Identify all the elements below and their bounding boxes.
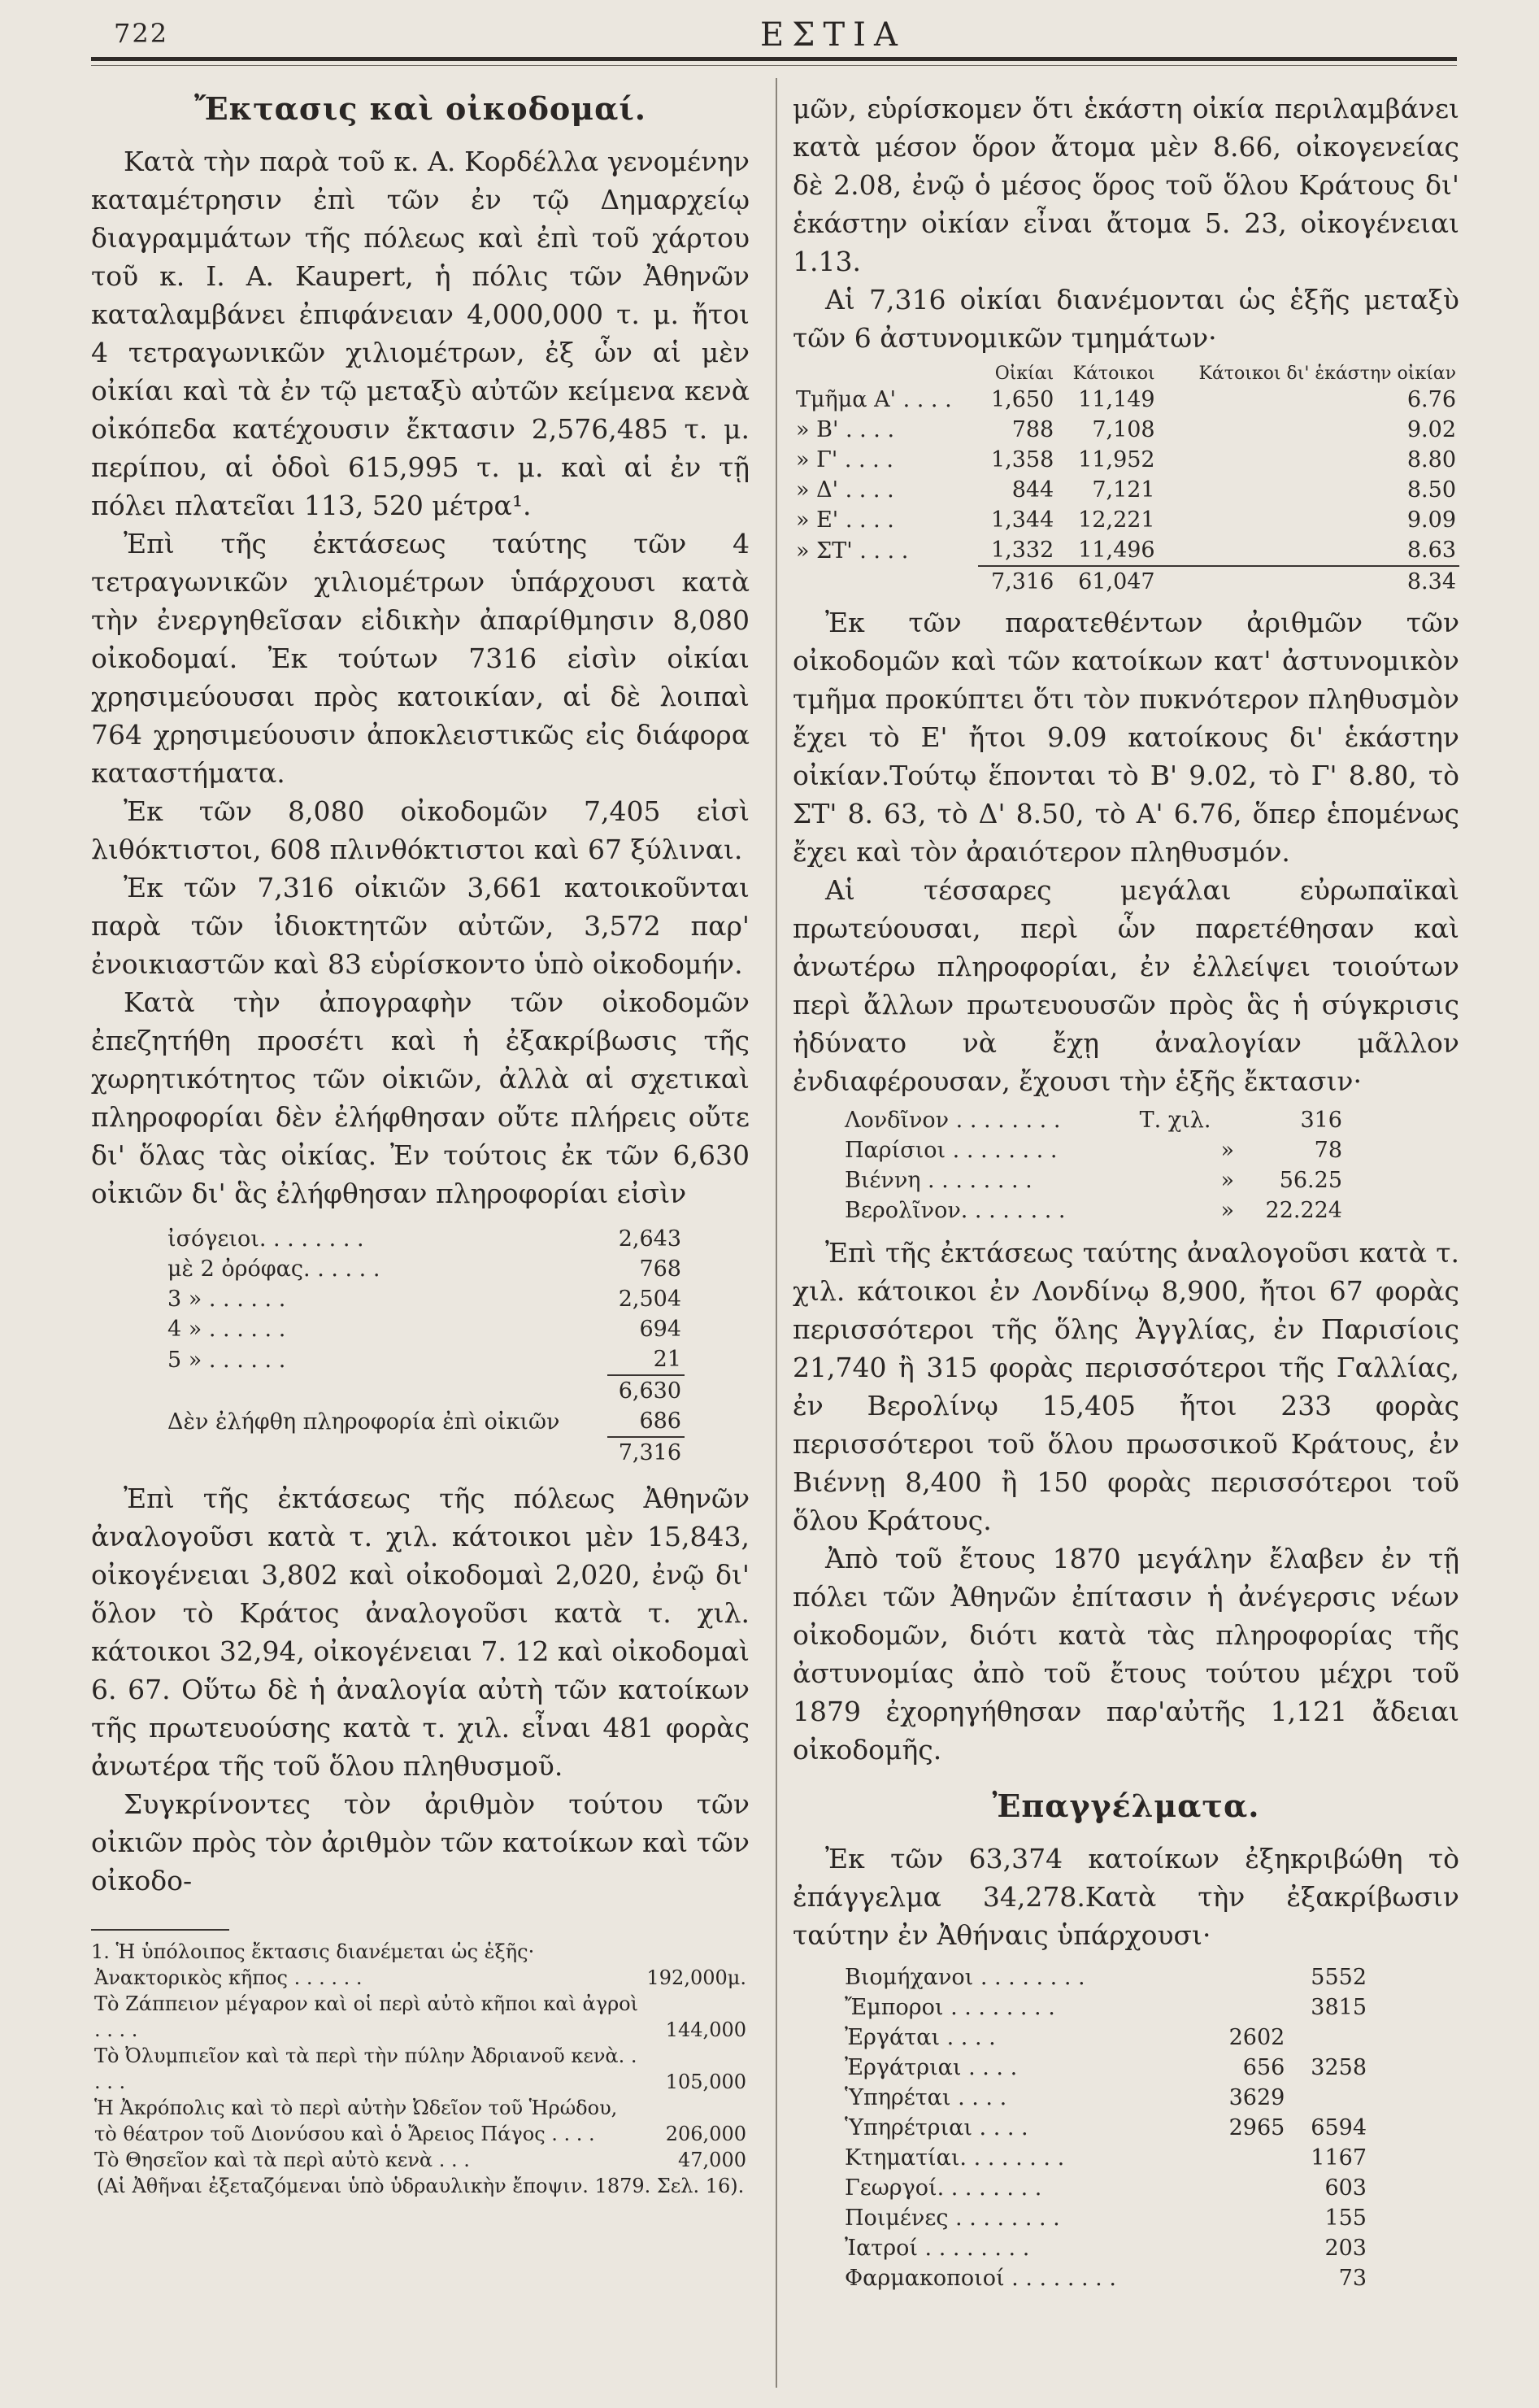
table-cell: 8.80 <box>1406 447 1456 472</box>
header-rule <box>91 57 1457 61</box>
footnote-value: 105,000 <box>665 2071 746 2093</box>
occupation-name: Φαρμακοποιοί . . . . . . . . <box>845 2266 1116 2291</box>
table-row <box>91 1991 750 2043</box>
table-row <box>793 445 1459 475</box>
occupation-name: Ἔμποροι . . . . . . . . <box>845 1995 1055 2020</box>
footnote-rule <box>91 1929 229 1931</box>
occupation-sub: 3629 <box>1228 2085 1285 2110</box>
floors-label: 4 » . . . . . . <box>167 1317 286 1342</box>
footnote-value: 144,000 <box>665 2018 746 2041</box>
occupation-name: Ἰατροί . . . . . . . . <box>845 2236 1030 2261</box>
occupation-sub <box>1206 1962 1289 1992</box>
occupation-name: Ποιμένες . . . . . . . . <box>845 2206 1060 2231</box>
table-cell: 9.09 <box>1406 507 1456 533</box>
occupation-sub <box>1206 1992 1289 2023</box>
table-row <box>841 1105 1346 1135</box>
footnote-label: Τὸ Ζάππειον μέγαρον καὶ οἱ περὶ αὐτὸ κῆποι καὶ ἀγροὶ . . . . <box>94 1992 639 2041</box>
table-cell: 11,496 <box>1078 538 1155 563</box>
occupation-sub <box>1206 2263 1289 2293</box>
occupation-sub: 2965 <box>1228 2115 1285 2140</box>
header-rule-thin <box>91 65 1457 66</box>
paragraph: Ἐπὶ τῆς ἐκτάσεως ταύτης τῶν 4 τετραγωνικῶν χιλιομέτρων ὑπάρχουσι κατὰ τὴν ἐνεργηθεῖσαν εἰδικὴν ἀπαρίθμησιν 8,080 οἰκοδομαί. Ἐκ τούτων 7316 εἰσὶν οἰκίαι χρησιμεύουσαι πρὸς κατοικίαν, αἱ δὲ λοιπαὶ 764 χρησιμεύουσιν ἀποκλειστικῶς εἰς διάφορα καταστήματα. <box>91 528 750 789</box>
table-row <box>91 2043 750 2095</box>
occupation-total: 3815 <box>1311 1995 1367 2020</box>
paragraph: Κατὰ τὴν παρὰ τοῦ κ. Α. Κορδέλλα γενομένην καταμέτρησιν ἐπὶ τῶν ἐν τῷ Δημαρχείῳ διαγραμμάτων τῆς πόλεως καὶ ἐπὶ τοῦ χάρτου τοῦ κ. Ι. Α. Kaupert, ἡ πόλις τῶν Ἀθηνῶν καταλαμβάνει ἐπιφάνειαν 4,000,000 τ. μ. ἤτοι 4 τετραγωνικῶν χιλιομέτρων, ἐξ ὧν αἱ μὲν οἰκίαι καὶ τὰ ἐν τῷ μεταξὺ αὐτῶν κείμενα κενὰ οἰκόπεδα κατέχουσιν ἔκτασιν 2,576,485 τ. μ. περίπου, αἱ ὁδοὶ 615,995 τ. μ. καὶ αἱ ἐν τῇ πόλει πλατεῖαι 113, 520 μέτρα¹. <box>91 146 750 521</box>
floors-label: ἰσόγειοι. . . . . . . . <box>167 1226 364 1252</box>
table-row <box>164 1437 685 1468</box>
table-row <box>841 1992 1370 2023</box>
occupation-name: Γεωργοί. . . . . . . . <box>845 2175 1042 2201</box>
paragraph: Ἐπὶ τῆς ἐκτάσεως τῆς πόλεως Ἀθηνῶν ἀναλογοῦσι κατὰ τ. χιλ. κάτοικοι μὲν 15,843, οἰκογένειαι 3,802 καὶ οἰκοδομαὶ 2,020, ἐνῷ δι' ὅλον τὸ Κράτος ἀναλογοῦσι κατὰ τ. χιλ. κάτοικοι 32,94, οἰκογένειαι 7. 12 καὶ οἰκοδομαὶ 6. 67. Οὕτω δὲ ἡ ἀναλογία αὐτὴ τῶν κατοίκων τῆς πρωτευούσης κατὰ τ. χιλ. εἶναι 481 φορὰς ἀνωτέρα τῆς τοῦ ὅλου πληθυσμοῦ. <box>91 1483 750 1782</box>
table-cell: 1,650 <box>990 387 1054 412</box>
table-row <box>841 1195 1346 1226</box>
table-cell: 1,358 <box>990 447 1054 472</box>
footnote-label: Τὸ Ὀλυμπιεῖον καὶ τὰ περὶ τὴν πύλην Ἀδριανοῦ κενὰ. . . . . <box>94 2044 637 2093</box>
table-row <box>841 2023 1370 2053</box>
city-name: Λονδῖνον . . . . . . . . <box>845 1108 1061 1133</box>
floors-subtotal: 6,630 <box>607 1375 685 1406</box>
table-cell: 8.63 <box>1406 538 1456 563</box>
occupation-total: 5552 <box>1311 1965 1367 1990</box>
table-cell: 6.76 <box>1406 387 1456 412</box>
table-cell: » Γ' . . . . <box>796 447 893 472</box>
city-value: 22.224 <box>1265 1198 1342 1223</box>
floors-label: 3 » . . . . . . <box>167 1287 286 1312</box>
column-header <box>793 364 978 385</box>
table-cell: 11,149 <box>1078 387 1155 412</box>
occupation-name: Ὑπηρέτριαι . . . . <box>845 2115 1028 2140</box>
right-column <box>793 89 1459 2301</box>
page-number: 722 <box>114 18 169 49</box>
floors-noinfo-label: Δὲν ἐλήφθη πληροφορία ἐπὶ οἰκιῶν <box>167 1409 560 1435</box>
table-cell: 9.02 <box>1406 417 1456 442</box>
district-table <box>793 364 1459 597</box>
occupation-name: Ἐργάται . . . . <box>845 2025 996 2050</box>
publication-title: ΕΣΤΙΑ <box>760 16 906 54</box>
table-row <box>91 1965 750 1991</box>
section-heading-area: Ἔκτασις καὶ οἰκοδομαί. <box>194 90 646 127</box>
occupation-total: 603 <box>1324 2175 1367 2201</box>
table-cell: 1,344 <box>990 507 1054 533</box>
occupation-total: 6594 <box>1311 2115 1367 2140</box>
table-row <box>164 1344 685 1375</box>
city-value: 316 <box>1300 1108 1342 1133</box>
column-divider <box>776 78 777 2388</box>
paragraph: Αἱ 7,316 οἰκίαι διανέμονται ὡς ἑξῆς μεταξὺ τῶν 6 ἀστυνομικῶν τμημάτων· <box>793 284 1459 354</box>
floors-value: 694 <box>639 1317 681 1342</box>
table-cell: » Δ' . . . . <box>796 477 894 503</box>
table-row <box>841 2263 1370 2293</box>
table-cell: 8.50 <box>1406 477 1456 503</box>
table-row <box>164 1375 685 1406</box>
footnote-table <box>91 1965 750 2173</box>
table-cell: 8.34 <box>1159 566 1459 597</box>
occupation-sub: 656 <box>1242 2055 1285 2080</box>
table-row <box>841 2053 1370 2083</box>
city-name: Βερολῖνον. . . . . . . . <box>845 1198 1066 1223</box>
table-cell: 844 <box>1011 477 1054 503</box>
paragraph: Συγκρίνοντες τὸν ἀριθμὸν τούτου τῶν οἰκιῶν πρὸς τὸν ἀριθμὸν τῶν κατοίκων καὶ τῶν οἰκοδο- <box>91 1788 750 1896</box>
city-unit: Τ. χιλ. <box>1139 1108 1211 1133</box>
table-row <box>164 1284 685 1314</box>
table-cell: » Β' . . . . <box>796 417 895 442</box>
occupation-total <box>1288 2023 1370 2053</box>
paragraph: Ἀπὸ τοῦ ἔτους 1870 μεγάλην ἔλαβεν ἐν τῇ πόλει τῶν Ἀθηνῶν ἐπίτασιν ἡ ἀνέγερσις νέων οἰκοδομῶν, διότι κατὰ τὰς πληροφορίας τῆς ἀστυνομίας ἀπὸ τοῦ ἔτους τούτου μέχρι τοῦ 1879 ἐχορηγήθησαν παρ'αὐτῆς 1,121 ἄδειαι οἰκοδομῆς. <box>793 1543 1459 1766</box>
column-header: Κάτοικοι <box>1072 364 1155 384</box>
table-cell: 7,316 <box>978 566 1057 597</box>
occupation-sub: 2602 <box>1228 2025 1285 2050</box>
occupation-total: 203 <box>1324 2236 1367 2261</box>
table-row <box>841 2233 1370 2263</box>
table-row <box>841 1165 1346 1195</box>
paragraph: Ἐκ τῶν 63,374 κατοίκων ἐξηκριβώθη τὸ ἐπάγγελμα 34,278.Κατὰ τὴν ἐξακρίβωσιν ταύτην ἐν Ἀθήναις ὑπάρχουσι· <box>793 1843 1459 1951</box>
city-name: Παρίσιοι . . . . . . . . <box>845 1138 1058 1163</box>
left-column <box>91 89 750 2199</box>
floors-label: μὲ 2 ὀρόφας. . . . . . <box>167 1256 380 1282</box>
table-row <box>793 415 1459 445</box>
table-row <box>91 2147 750 2173</box>
column-header: Οἰκίαι <box>994 364 1054 384</box>
paragraph: Ἐκ τῶν παρατεθέντων ἀριθμῶν τῶν οἰκοδομῶν καὶ τῶν κατοίκων κατ' ἀστυνομικὸν τμῆμα προκύπτει ὅτι τὸν πυκνότερον πληθυσμὸν ἔχει τὸ Ε' ἤτοι 9.09 κατοίκους δι' ἑκάστην οἰκίαν.Τούτῳ ἕπονται τὸ Β' 9.02, τὸ Γ' 8.80, τὸ ΣΤ' 8. 63, τὸ Δ' 8.50, τὸ Α' 6.76, ὅπερ ἑπομένως ἔχει καὶ τὸν ἀραιότερον πληθυσμόν. <box>793 607 1459 868</box>
city-name: Βιέννη . . . . . . . . <box>845 1168 1033 1193</box>
footnote-label: Ἀνακτορικὸς κῆπος . . . . . . <box>94 1966 363 1989</box>
occupation-name: Βιομήχανοι . . . . . . . . <box>845 1965 1085 1990</box>
paragraph: Ἐκ τῶν 7,316 οἰκιῶν 3,661 κατοικοῦνται παρὰ τῶν ἰδιοκτητῶν αὐτῶν, 3,572 παρ' ἐνοικιαστῶν καὶ 83 εὑρίσκοντο ὑπὸ οἰκοδομήν. <box>91 872 750 980</box>
occupation-name: Ὑπηρέται . . . . <box>845 2085 1007 2110</box>
table-cell: 11,952 <box>1078 447 1155 472</box>
occupation-sub <box>1206 2233 1289 2263</box>
table-cell: 7,108 <box>1092 417 1155 442</box>
occupation-sub <box>1206 2143 1289 2173</box>
paragraph: Αἱ τέσσαρες μεγάλαι εὐρωπαϊκαὶ πρωτεύουσαι, περὶ ὧν παρετέθησαν καὶ ἀνωτέρω πληροφορίαι, ἐν ἐλλείψει τοιούτων περὶ ἄλλων πρωτευουσῶν πρὸς ἃς ἡ σύγκρισις ἠδύνατο νὰ ἔχῃ ἀναλογίαν μᾶλλον ἐνδιαφέρουσαν, ἔχουσι τὴν ἑξῆς ἔκτασιν· <box>793 874 1459 1097</box>
table-cell: Τμῆμα Α' . . . . <box>796 387 952 412</box>
table-row <box>841 2113 1370 2143</box>
floors-value: 2,504 <box>618 1287 681 1312</box>
floors-value: 21 <box>653 1347 681 1372</box>
footnote-label: Τὸ Θησεῖον καὶ τὰ περὶ αὐτὸ κενὰ . . . <box>94 2149 470 2171</box>
table-cell: 61,047 <box>1057 566 1158 597</box>
table-row <box>841 2083 1370 2113</box>
table-row <box>841 2173 1370 2203</box>
occupation-total: 73 <box>1338 2266 1367 2291</box>
floors-value: 2,643 <box>618 1226 681 1252</box>
occupation-total: 155 <box>1324 2206 1367 2231</box>
table-row <box>164 1314 685 1344</box>
city-value: 78 <box>1314 1138 1342 1163</box>
city-unit: » <box>1220 1168 1234 1193</box>
table-row <box>793 535 1459 566</box>
occupation-total: 1167 <box>1311 2145 1367 2171</box>
section-heading-occupations: Ἐπαγγέλματα. <box>992 1787 1260 1824</box>
cities-table <box>841 1105 1346 1226</box>
occupation-sub <box>1206 2173 1289 2203</box>
table-row <box>793 385 1459 415</box>
table-row <box>793 505 1459 535</box>
paragraph: Ἐκ τῶν 8,080 οἰκοδομῶν 7,405 εἰσὶ λιθόκτιστοι, 608 πλινθόκτιστοι καὶ 67 ξύλιναι. <box>91 795 750 865</box>
footnote-value: 192,000μ. <box>646 1966 746 1989</box>
occupation-total: 3258 <box>1311 2055 1367 2080</box>
occupation-name: Ἐργάτριαι . . . . <box>845 2055 1018 2080</box>
occupation-sub <box>1206 2203 1289 2233</box>
table-row <box>164 1406 685 1437</box>
city-unit: » <box>1220 1138 1234 1163</box>
table-row <box>841 2143 1370 2173</box>
table-cell: » Ε' . . . . <box>796 507 894 533</box>
table-row <box>841 1135 1346 1165</box>
table-row <box>841 1962 1370 1992</box>
footnote-label: Ἡ Ἀκρόπολις καὶ τὸ περὶ αὐτὴν Ὠδεῖον τοῦ Ἡρώδου, τὸ θέατρον τοῦ Διονύσου καὶ ὁ Ἄρειος Πάγος . . . . <box>94 2097 618 2145</box>
footnote-intro: 1. Ἡ ὑπόλοιπος ἔκτασις διανέμεται ὡς ἑξῆς· <box>91 1940 535 1963</box>
table-cell: » ΣΤ' . . . . <box>796 538 909 564</box>
city-value: 56.25 <box>1279 1168 1342 1193</box>
table-row <box>841 2203 1370 2233</box>
table-cell: 1,332 <box>990 538 1054 563</box>
table-header-row <box>793 364 1459 385</box>
footnote <box>91 1929 750 2199</box>
table-row <box>793 475 1459 505</box>
floors-table <box>164 1224 685 1468</box>
footnote-value: 47,000 <box>678 2149 746 2171</box>
footnote-value: 206,000 <box>665 2123 746 2145</box>
paragraph: μῶν, εὑρίσκομεν ὅτι ἑκάστη οἰκία περιλαμβάνει κατὰ μέσον ὅρον ἄτομα μὲν 8.66, οἰκογενείας δὲ 2.08, ἐνῷ ὁ μέσος ὅρος τοῦ ὅλου Κράτους δι' ἑκάστην οἰκίαν εἶναι ἄτομα 5. 23, οἰκογένειαι 1.13. <box>793 93 1459 277</box>
column-header: Κάτοικοι δι' ἑκάστην οἰκίαν <box>1198 364 1456 384</box>
occupation-total <box>1288 2083 1370 2113</box>
footnote-source: (Αἱ Ἀθῆναι ἐξεταζόμεναι ὑπὸ ὑδραυλικὴν ἔποψιν. 1879. Σελ. 16). <box>96 2175 745 2197</box>
paragraph: Κατὰ τὴν ἀπογραφὴν τῶν οἰκοδομῶν ἐπεζητήθη προσέτι καὶ ἡ ἐξακρίβωσις τῆς χωρητικότητος τῶν οἰκιῶν, ἀλλὰ αἱ σχετικαὶ πληροφορίαι δὲν ἐλήφθησαν οὔτε πλήρεις οὔτε δι' ὅλας τὰς οἰκίας. Ἐν τούτοις ἐκ τῶν 6,630 οἰκιῶν δι' ἃς ἐλήφθησαν πληροφορίαι εἰσὶν <box>91 986 750 1209</box>
floors-value: 768 <box>639 1256 681 1282</box>
table-cell: 788 <box>1011 417 1054 442</box>
occupations-table <box>841 1962 1370 2293</box>
table-row <box>164 1224 685 1254</box>
table-row <box>91 2095 750 2147</box>
floors-noinfo-value: 686 <box>639 1409 681 1434</box>
table-total-row <box>793 566 1459 597</box>
occupation-name: Κτηματίαι. . . . . . . . <box>845 2145 1065 2171</box>
city-unit: » <box>1220 1198 1234 1223</box>
table-cell <box>793 566 978 597</box>
floors-label: 5 » . . . . . . <box>167 1348 286 1373</box>
table-cell: 12,221 <box>1078 507 1155 533</box>
floors-total: 7,316 <box>607 1437 685 1468</box>
paragraph: Ἐπὶ τῆς ἐκτάσεως ταύτης ἀναλογοῦσι κατὰ τ. χιλ. κάτοικοι ἐν Λονδίνῳ 8,900, ἤτοι 67 φορὰς περισσότεροι τῆς ὅλης Ἀγγλίας, ἐν Παρισίοις 21,740 ἢ 315 φορὰς περισσότεροι τῆς Γαλλίας, ἐν Βερολίνῳ 15,405 ἤτοι 233 φορὰς περισσότεροι τοῦ ὅλου πρωσσικοῦ Κράτους, ἐν Βιέννῃ 8,400 ἢ 150 φορὰς περισσότεροι τοῦ ὅλου Κράτους. <box>793 1237 1459 1536</box>
table-cell: 7,121 <box>1092 477 1155 503</box>
table-row <box>164 1254 685 1284</box>
